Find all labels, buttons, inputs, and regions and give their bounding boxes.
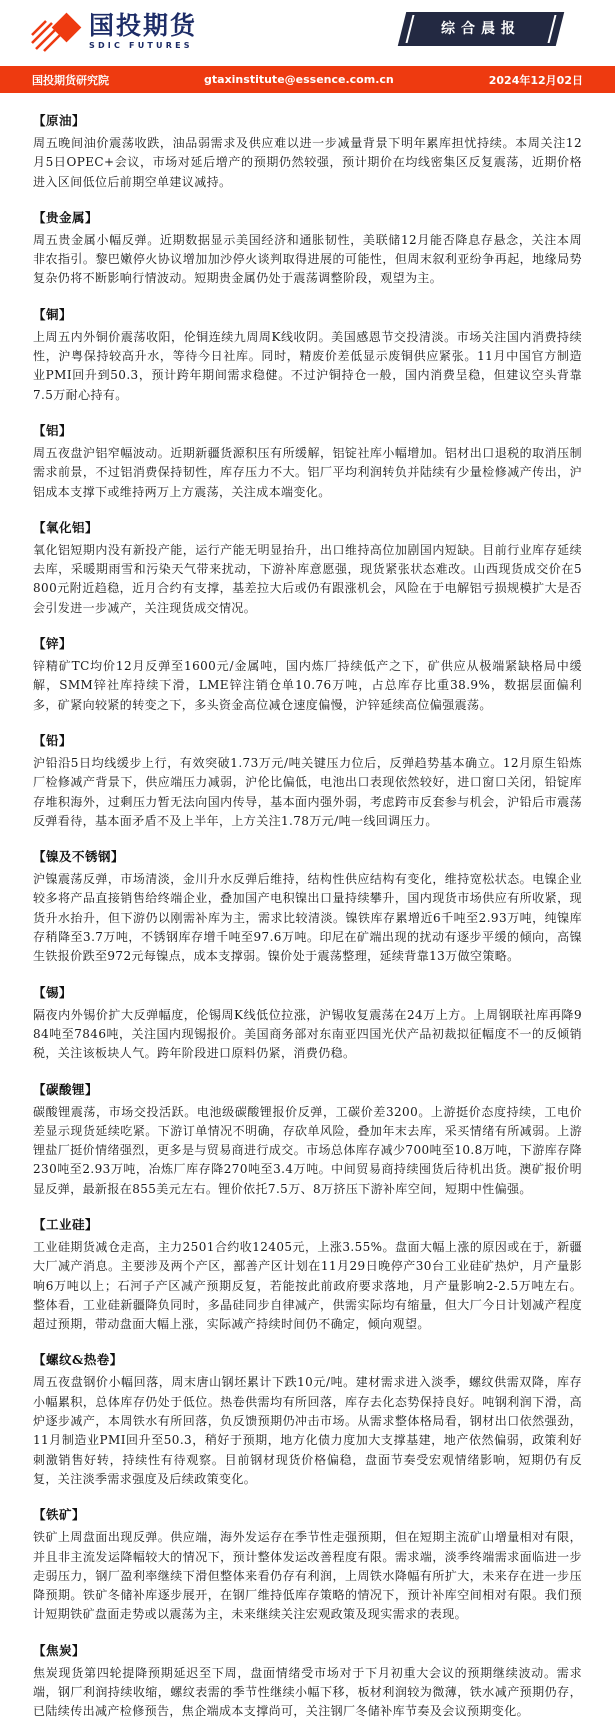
section-body: 周五贵金属小幅反弹。近期数据显示美国经济和通胀韧性，美联储12月能否降息存悬念，关注本周非农指引。黎巴嫩停火协议增加加沙停火谈判取得进展的可能性，但周末叙利亚纷争再起，地缘局势复杂仍将不断影响行情波动。短期贵金属仍处于震荡调整阶段，观望为主。 bbox=[33, 232, 582, 286]
section-title: 【贵金属】 bbox=[33, 209, 99, 225]
section-body: 周五夜盘沪铝窄幅波动。近期新疆货源积压有所缓解，铝锭社库小幅增加。铝材出口退税的取消压制需求前景，不过铝消费保持韧性，库存压力不大。铝厂平均利润转负并陆续有少量检修减产传出，沪铝成本支撑下或维持两万上方震荡，关注成本端变化。 bbox=[33, 445, 582, 499]
report-date: 2024年12月02日 bbox=[488, 73, 583, 87]
section-title: 【氧化铝】 bbox=[33, 519, 99, 535]
section-title: 【工业硅】 bbox=[33, 1216, 99, 1232]
section-body: 锌精矿TC均价12月反弹至1600元/金属吨，国内炼厂持续低产之下，矿供应从极端紧缺格局中缓解，SMM锌社库持续下滑，LME锌注销仓单10.76万吨，占总库存比重38.9%，数据层面偏利多，矿紧向较紧的转变之下，多头资金高位减仓速度偏慢，沪锌延续高位偏强震荡。 bbox=[33, 659, 582, 712]
report-type-badge bbox=[398, 12, 564, 46]
section-lead bbox=[33, 731, 582, 831]
brand-text bbox=[89, 10, 198, 50]
section-body: 铁矿上周盘面出现反弹。供应端，海外发运存在季节性走强预期，但在短期主流矿山增量相对有限，并且非主流发运降幅较大的情况下，预计整体发运改善程度有限。需求端，淡季终端需求面临进一步走弱压力，钢厂盈利率继续下滑但整体来看仍存有利润，上周铁水降幅有所扩大，未来存在进一步压降预期。铁矿冬储补库逐步展开，在钢厂维持低库存策略的情况下，预计补库空间相对有限。我们预计短期铁矿盘面走势或以震荡为主，未来继续关注宏观政策及现实需求的表现。 bbox=[33, 1530, 582, 1622]
section-title: 【螺纹&热卷】 bbox=[33, 1352, 123, 1368]
section-rebar-hrc bbox=[33, 1350, 582, 1489]
section-tin bbox=[33, 983, 582, 1064]
section-body: 碳酸锂震荡，市场交投活跃。电池级碳酸锂报价反弹，工碳价差3200。上游挺价态度持续，工电价差显示现货延续吃紧。下游订单情况不明确，存砍单风险，叠加年末去库，采买情绪有所减弱。上游锂盐厂挺价情绪强烈，更多是与贸易商进行成交。市场总体库存减少700吨至10.8万吨，下游库存降230吨至2.93万吨，冶炼厂库存降270吨至3.4万吨。中间贸易商持续囤货后待机出货。澳矿报价明显反弹，最新报在855美元左右。锂价依托7.5万、8万挤压下游补库空间，短期中性偏强。 bbox=[33, 1104, 582, 1196]
section-precious-metals bbox=[33, 208, 582, 289]
section-title: 【锡】 bbox=[33, 984, 73, 1000]
section-body: 沪铅沿5日均线缓步上行，有效突破1.73万元/吨关键压力位后，反弹趋势基本确立。12月原生铅炼厂检修减产背景下，供应端压力减弱，沪伦比偏低，电池出口表现依然较好，进口窗口关闭，铅锭库存堆积海外，过剩压力暂无法向国内传导，基本面内强外弱，考虑跨市反套参与机会，沪铅后市震荡反弹看待，基本面矛盾不及上半年，上方关注1.78万元/吨一线回调压力。 bbox=[33, 755, 582, 828]
section-title: 【碳酸锂】 bbox=[33, 1081, 99, 1097]
section-body: 工业硅期货减仓走高，主力2501合约收12405元，上涨3.55%。盘面大幅上涨的原因或在于，新疆大厂减产消息。主要涉及两个产区，鄯善产区计划在11月29日晚停产30台工业硅矿热炉，月产量影响6万吨以上；石河子产区减产预期反复，若能按此前政府要求落地，月产量影响2-2.5万吨左右。整体看，工业硅新疆降负同时，多晶硅同步自律减产，供需实际均有缩量，但大厂今日计划减产程度超过预期，带动盘面大幅上涨，实际减产持续时间仍不确定，倾向观望。 bbox=[33, 1239, 582, 1332]
section-lithium-carbonate bbox=[33, 1080, 582, 1199]
section-title: 【原油】 bbox=[33, 113, 86, 128]
section-body: 隔夜内外锡价扩大反弹幅度，伦锡周K线低位拉涨，沪锡收复震荡在24万上方。上周钢联社库再降984吨至7846吨，关注国内现锡报价。美国商务部对东南亚四国光伏产品初裁拟征幅度不一的反倾销税，关注该板块人气。跨年阶段进口原料仍紧，消费仍稳。 bbox=[33, 1007, 582, 1061]
report-type-label: 综合晨报 bbox=[441, 21, 521, 37]
logo-diamond-icon bbox=[30, 9, 82, 53]
section-title: 【铁矿】 bbox=[33, 1507, 86, 1523]
report-header bbox=[0, 0, 615, 66]
info-bar bbox=[0, 66, 615, 93]
brand-name-en: SDIC FUTURES bbox=[89, 40, 193, 50]
section-coke bbox=[33, 1641, 582, 1722]
contact-email: gtaxinstitute@essence.com.cn bbox=[204, 73, 394, 86]
section-aluminum bbox=[33, 421, 582, 502]
section-body: 周五夜盘钢价小幅回落，周末唐山钢坯累计下跌10元/吨。建材需求进入淡季，螺纹供需双降，库存小幅累积，总体库存仍处于低位。热卷供需均有所回落，库存去化态势保持良好。吨钢利润下滑，高炉逐步减产，本周铁水有所回落，负反馈预期仍冲击市场。从需求整体格局看，钢材出口依然强劲，11月制造业PMI回升至50.3，稍好于预期，地方化债力度加大支撑基建，地产依然偏弱，政策利好刺激销售好转，持续性有待观察。目前钢材现货价格偏稳，盘面节奏受宏观情绪影响，短期仍有反复，关注淡季需求强度及后续政策变化。 bbox=[33, 1375, 582, 1486]
section-crude-oil bbox=[33, 111, 582, 192]
section-body: 沪镍震荡反弹，市场清淡，金川升水反弹后维持，结构性供应结构有变化，维持宽松状态。电镍企业较多将产品直接销售给终端企业，叠加国产电积镍出口量持续攀升，国内现货市场供应有所收紧，现货升水抬升，但下游仍以刚需补库为主，需求比较清淡。镍铁库存累增近6千吨至2.93万吨，纯镍库存稍降至3.7万吨，不锈钢库存增千吨至97.6万吨。印尼在矿端出现的扰动有逐步平缓的倾向，高镍生铁报价跌至972元每镍点，成本支撑弱。镍价处于震荡整理，延续背靠13万做空策略。 bbox=[33, 872, 582, 964]
section-title: 【焦炭】 bbox=[33, 1642, 86, 1658]
section-title: 【锌】 bbox=[33, 636, 73, 652]
brand-name-cn: 国投期货 bbox=[89, 10, 198, 40]
section-title: 【铅】 bbox=[33, 732, 73, 748]
section-body: 周五晚间油价震荡收跌，油品弱需求及供应难以进一步减量背景下明年累库担忧持续。本周关注12月5日OPEC+会议，市场对延后增产的预期仍然较强，预计期价在均线密集区反复震荡，近期价格进入区间低位后前期空单建议减持。 bbox=[33, 136, 582, 189]
section-body: 氧化铝短期内没有新投产能，运行产能无明显抬升，出口维持高位加剧国内短缺。目前行业库存延续去库，采暖期雨雪和污染天气带来扰动，下游补库意愿强，现货紧张状态难改。山西现货成交价在5800元附近趋稳，近月合约有支撑，基差拉大后或仍有跟涨机会，风险在于电解铝亏损规模扩大是否会引发进一步减产，关注现货成交情况。 bbox=[33, 542, 582, 615]
section-zinc bbox=[33, 634, 582, 715]
section-title: 【铜】 bbox=[33, 306, 73, 322]
company-logo bbox=[30, 9, 197, 53]
section-alumina bbox=[33, 518, 582, 618]
section-nickel-stainless bbox=[33, 847, 582, 966]
section-body: 焦炭现货第四轮提降预期延迟至下周，盘面情绪受市场对于下月初重大会议的预期继续波动。需求端，钢厂利润持续收缩，螺纹表需的季节性继续小幅下移，板材利润较为微薄，铁水减产预期仍存，已陆续传出减产检修预告，焦企端成本支撑尚可，关注钢厂冬储补库节奏及会议预期变化。 bbox=[33, 1665, 582, 1719]
section-industrial-silicon bbox=[33, 1215, 582, 1334]
section-title: 【镍及不锈钢】 bbox=[33, 849, 125, 865]
section-iron-ore bbox=[33, 1505, 582, 1624]
report-content bbox=[0, 93, 615, 1722]
section-title: 【铝】 bbox=[33, 422, 73, 438]
section-body: 上周五内外铜价震荡收阳，伦铜连续九周周K线收阴。美国感恩节交投清淡。市场关注国内消费持续性，沪粤保持较高升水，等待今日社库。同时，精废价差低显示废铜供应紧张。11月中国官方制造业PMI回升到50.3，预计跨年期间需求稳健。不过沪铜持仓一般，国内消费呈稳，但建议空头背靠7.5万耐心持有。 bbox=[33, 329, 582, 402]
institute-name: 国投期货研究院 bbox=[32, 73, 109, 87]
section-copper bbox=[33, 305, 582, 405]
